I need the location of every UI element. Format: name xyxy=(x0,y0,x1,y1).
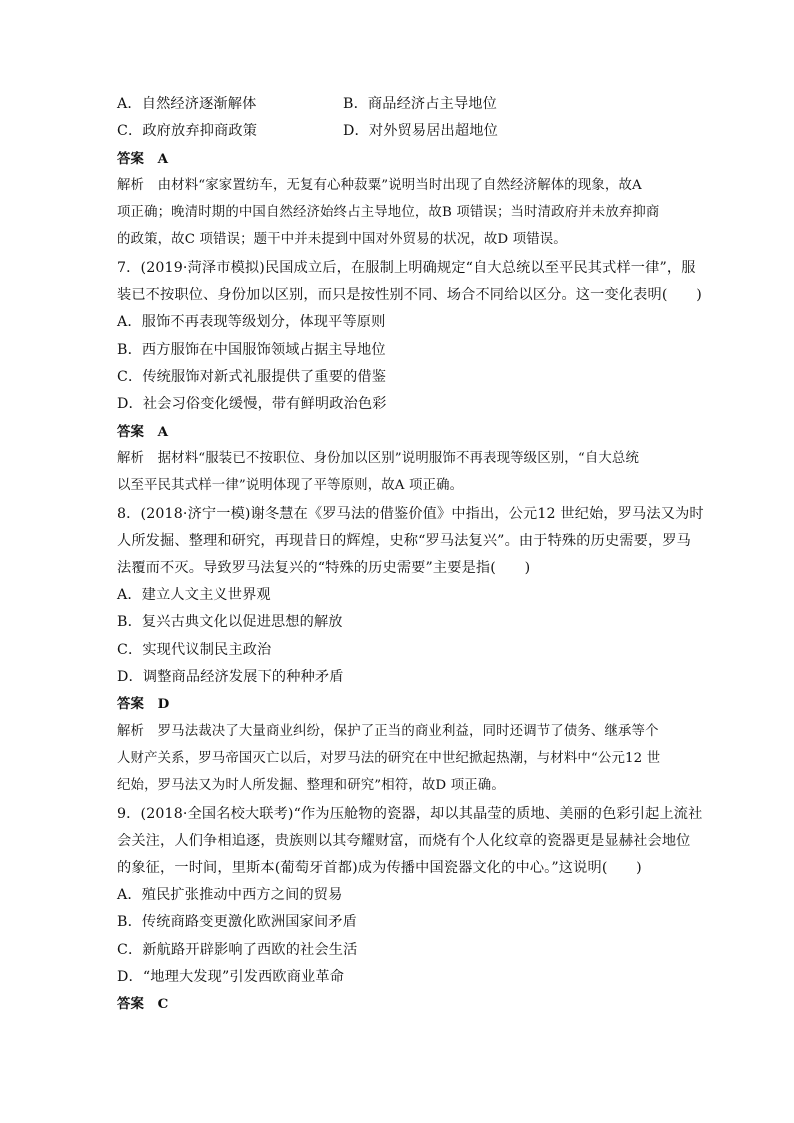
q8-option-c: C．实现代议制民主政治 xyxy=(117,642,272,658)
q9-option-b: B．传统商路变更激化欧洲国家间矛盾 xyxy=(117,914,357,930)
q8-analysis-line-3: 纪始，罗马法又为时人所发掘、整理和研究”相符，故D 项正确。 xyxy=(117,778,505,793)
q9-option-c: C．新航路开辟影响了西欧的社会生活 xyxy=(117,942,358,958)
q6-analysis-line-3: 的政策，故C 项错误；题干中并未提到中国对外贸易的状况，故D 项错误。 xyxy=(117,232,567,247)
q6-options-row-1 xyxy=(117,94,685,114)
q7-answer: 答案 A xyxy=(117,424,169,440)
q8-stem-line-2: 人所发掘、整理和研究，再现昔日的辉煌，史称“罗马法复兴”。由于特殊的历史需要，罗马 xyxy=(117,533,691,549)
q6-option-c: C．政府放弃抑商政策 xyxy=(117,123,258,139)
q7-analysis-line-2: 以至平民其式样一律”说明体现了平等原则，故A 项正确。 xyxy=(117,478,464,493)
q8-answer: 答案 D xyxy=(117,696,170,712)
q8-option-d: D．调整商品经济发展下的种种矛盾 xyxy=(117,669,344,685)
q6-analysis-line-1: 解析 由材料“家家置纺车，无复有心种菽粟”说明当时出现了自然经济解体的现象，故A xyxy=(117,178,642,193)
q7-option-b: B．西方服饰在中国服饰领域占据主导地位 xyxy=(117,342,386,358)
q7-option-d: D．社会习俗变化缓慢，带有鲜明政治色彩 xyxy=(117,396,387,412)
q7-stem-line-1: 7．(2019·菏泽市模拟)民国成立后，在服制上明确规定“自大总统以至平民其式样一律”，服 xyxy=(117,260,696,276)
q7-option-c: C．传统服饰对新式礼服提供了重要的借鉴 xyxy=(117,369,387,385)
q8-analysis-line-1: 解析 罗马法裁决了大量商业纠纷，保护了正当的商业利益，同时还调节了债务、继承等个 xyxy=(117,724,659,739)
q6-answer: 答案 A xyxy=(117,151,169,167)
q6-options-row-2 xyxy=(117,121,685,141)
q6-option-a: A．自然经济逐渐解体 xyxy=(117,96,257,112)
q9-option-d: D．“地理大发现”引发西欧商业革命 xyxy=(117,969,345,985)
q8-stem-line-1: 8．(2018·济宁一模)谢冬慧在《罗马法的借鉴价值》中指出，公元12 世纪始，罗马法又为时 xyxy=(117,506,704,522)
q9-answer: 答案 C xyxy=(117,996,169,1012)
q8-analysis-line-2: 人财产关系，罗马帝国灭亡以后，对罗马法的研究在中世纪掀起热潮，与材料中“公元12 世 xyxy=(117,751,661,766)
q6-analysis-line-2: 项正确；晚清时期的中国自然经济始终占主导地位，故B 项错误；当时清政府并未放弃抑商 xyxy=(117,205,660,220)
q6-option-d: D．对外贸易居出超地位 xyxy=(343,123,498,139)
q8-stem-line-3: 法覆而不灭。导致罗马法复兴的“特殊的历史需要”主要是指( ) xyxy=(117,560,531,576)
q8-option-a: A．建立人文主义世界观 xyxy=(117,587,271,603)
q7-option-a: A．服饰不再表现等级划分，体现平等原则 xyxy=(117,314,386,330)
q9-stem-line-2: 会关注，人们争相追逐，贵族则以其夸耀财富，而烧有个人化纹章的瓷器更是显赫社会地位 xyxy=(117,833,691,849)
q6-option-b: B．商品经济占主导地位 xyxy=(343,96,497,112)
q9-stem-line-3: 的象征，一时间，里斯本(葡萄牙首都)成为传播中国瓷器文化的中心。”这说明( ) xyxy=(117,860,642,876)
q9-stem-line-1: 9．(2018·全国名校大联考)“作为压舱物的瓷器，却以其晶莹的质地、美丽的色彩引起上流社 xyxy=(117,806,703,822)
q7-stem-line-2: 装已不按职位、身份加以区别，而只是按性别不同、场合不同给以区分。这一变化表明( ) xyxy=(117,287,702,303)
q7-analysis-line-1: 解析 据材料“服装已不按职位、身份加以区别”说明服饰不再表现等级区别，“自大总统 xyxy=(117,451,639,466)
q8-option-b: B．复兴古典文化以促进思想的解放 xyxy=(117,614,343,630)
q9-option-a: A．殖民扩张推动中西方之间的贸易 xyxy=(117,887,343,903)
